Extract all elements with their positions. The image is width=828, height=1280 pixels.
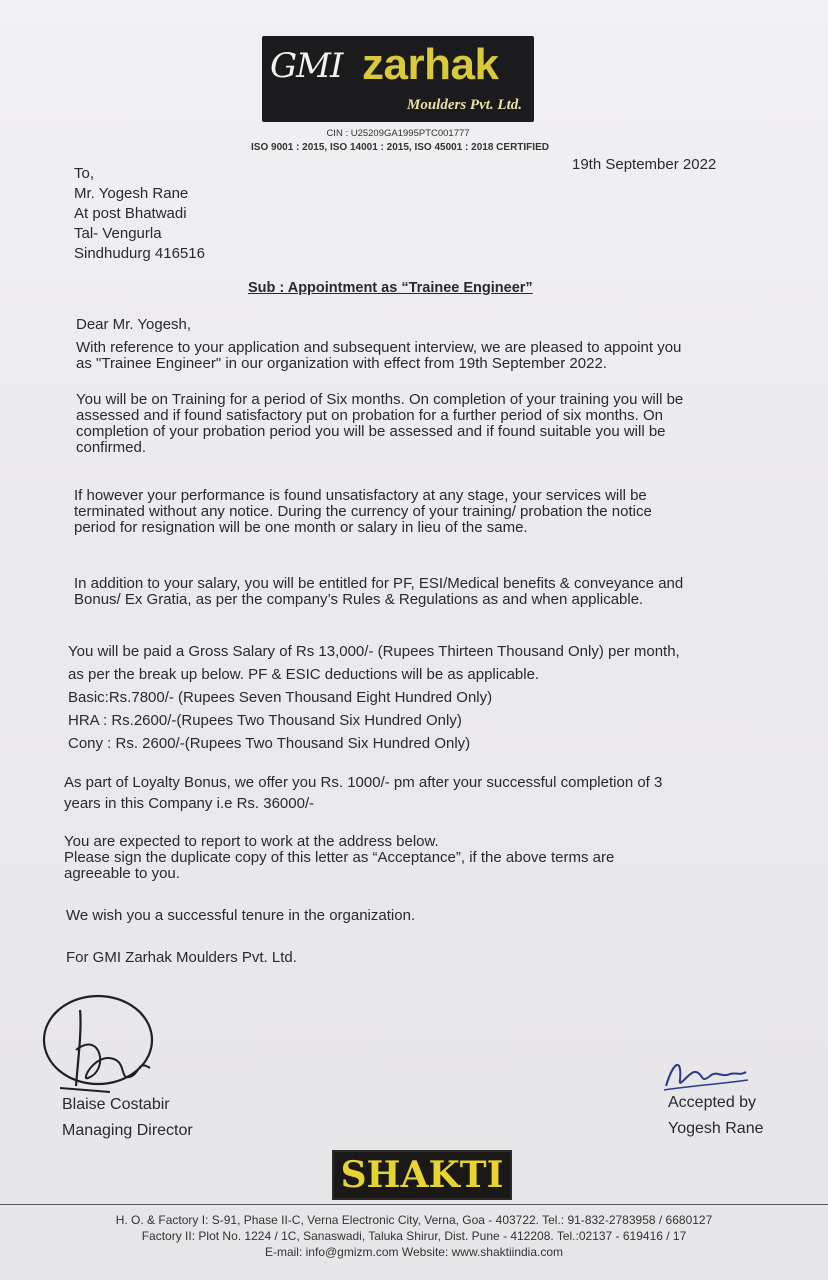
closing-wish: We wish you a successful tenure in the organization. xyxy=(66,907,416,924)
footer-contact: E-mail: info@gmizm.com Website: www.shaktiindia.com xyxy=(264,1245,564,1259)
text-line: completion of your probation period you will be assessed and if found suitable you will be xyxy=(76,423,666,440)
text-line: As part of Loyalty Bonus, we offer you Rs. 1000/- pm after your successful completion of 3 xyxy=(64,774,663,791)
logo-gmi-text: GMI xyxy=(270,46,343,86)
salary-conveyance: Cony : Rs. 2600/-(Rupees Two Thousand Six Hundred Only) xyxy=(68,735,471,752)
paragraph-loyalty-bonus xyxy=(64,772,768,814)
text-line: as "Trainee Engineer" in our organization with effect from 19th September 2022. xyxy=(76,355,607,372)
company-logo xyxy=(262,36,534,122)
paragraph-acceptance xyxy=(64,834,768,882)
paragraph-salary xyxy=(68,640,756,755)
text-line: With reference to your application and subsequent interview, we are pleased to appoint you xyxy=(76,339,682,356)
address-line: At post Bhatwadi xyxy=(74,205,187,222)
footer-line: Factory II: Plot No. 1224 / 1C, Sanaswadi, Taluka Shirur, Dist. Pune - 412208. Tel.:02137 - 619416 / 17 xyxy=(141,1229,687,1243)
director-name: Blaise Costabir xyxy=(62,1096,170,1113)
text-line: as per the break up below. PF & ESIC deductions will be as applicable. xyxy=(68,666,540,683)
address-line: Tal- Vengurla xyxy=(74,225,162,242)
accepted-by-label: Accepted by xyxy=(668,1094,757,1111)
shakti-brand-logo xyxy=(332,1150,512,1200)
subject-line: Sub : Appointment as “Trainee Engineer” xyxy=(248,280,533,296)
iso-certification: ISO 9001 : 2015, ISO 14001 : 2015, ISO 45001 : 2018 CERTIFIED xyxy=(251,142,549,153)
text-line: In addition to your salary, you will be entitled for PF, ESI/Medical benefits & conveyance and xyxy=(74,575,684,592)
director-block xyxy=(62,1092,193,1144)
paragraph-appointment xyxy=(76,340,740,372)
text-line: years in this Company i.e Rs. 36000/- xyxy=(64,795,315,812)
footer-addresses xyxy=(0,1212,828,1260)
salutation: Dear Mr. Yogesh, xyxy=(76,316,192,333)
text-line: assessed and if found satisfactory put on probation for a further period of six months. On xyxy=(76,407,663,424)
logo-name-text: zarhak xyxy=(362,40,499,89)
address-line: Sindhudurg 416516 xyxy=(74,245,205,262)
acceptance-block xyxy=(668,1090,764,1142)
salary-hra: HRA : Rs.2600/-(Rupees Two Thousand Six Hundred Only) xyxy=(68,712,462,729)
letter-date: 19th September 2022 xyxy=(572,156,717,173)
address-line: Mr. Yogesh Rane xyxy=(74,185,189,202)
logo-subtitle: Moulders Pvt. Ltd. xyxy=(407,97,522,113)
brand-text: SHAKTI xyxy=(340,1154,504,1196)
text-line: You will be paid a Gross Salary of Rs 13,000/- (Rupees Thirteen Thousand Only) per month, xyxy=(68,643,680,660)
text-line: period for resignation will be one month or salary in lieu of the same. xyxy=(74,519,528,536)
text-line: You will be on Training for a period of Six months. On completion of your training you will be xyxy=(76,391,684,408)
director-signature xyxy=(40,990,160,1100)
paragraph-benefits xyxy=(74,576,748,608)
text-line: If however your performance is found unsatisfactory at any stage, your services will be xyxy=(74,487,647,504)
footer-divider xyxy=(0,1204,828,1205)
address-to: To, xyxy=(74,165,95,182)
text-line: Please sign the duplicate copy of this letter as “Acceptance”, if the above terms are xyxy=(64,849,615,866)
cin-number: CIN : U25209GA1995PTC001777 xyxy=(326,128,470,139)
text-line: terminated without any notice. During the currency of your training/ probation the notice xyxy=(74,503,652,520)
acceptor-signature xyxy=(660,1050,750,1094)
text-line: confirmed. xyxy=(76,439,147,456)
text-line: agreeable to you. xyxy=(64,865,180,882)
text-line: Bonus/ Ex Gratia, as per the company’s Rules & Regulations as and when applicable. xyxy=(74,591,644,608)
recipient-address xyxy=(74,164,205,264)
paragraph-termination xyxy=(74,488,748,536)
footer-line: H. O. & Factory I: S-91, Phase II-C, Verna Electronic City, Verna, Goa - 403722. Tel.: 91-832-2783958 / 6680127 xyxy=(115,1213,713,1227)
salary-basic: Basic:Rs.7800/- (Rupees Seven Thousand Eight Hundred Only) xyxy=(68,689,493,706)
text-line: You are expected to report to work at the address below. xyxy=(64,833,439,850)
director-title: Managing Director xyxy=(62,1122,193,1139)
company-signoff: For GMI Zarhak Moulders Pvt. Ltd. xyxy=(66,949,297,966)
acceptor-name: Yogesh Rane xyxy=(668,1120,764,1137)
paragraph-training xyxy=(76,392,744,456)
